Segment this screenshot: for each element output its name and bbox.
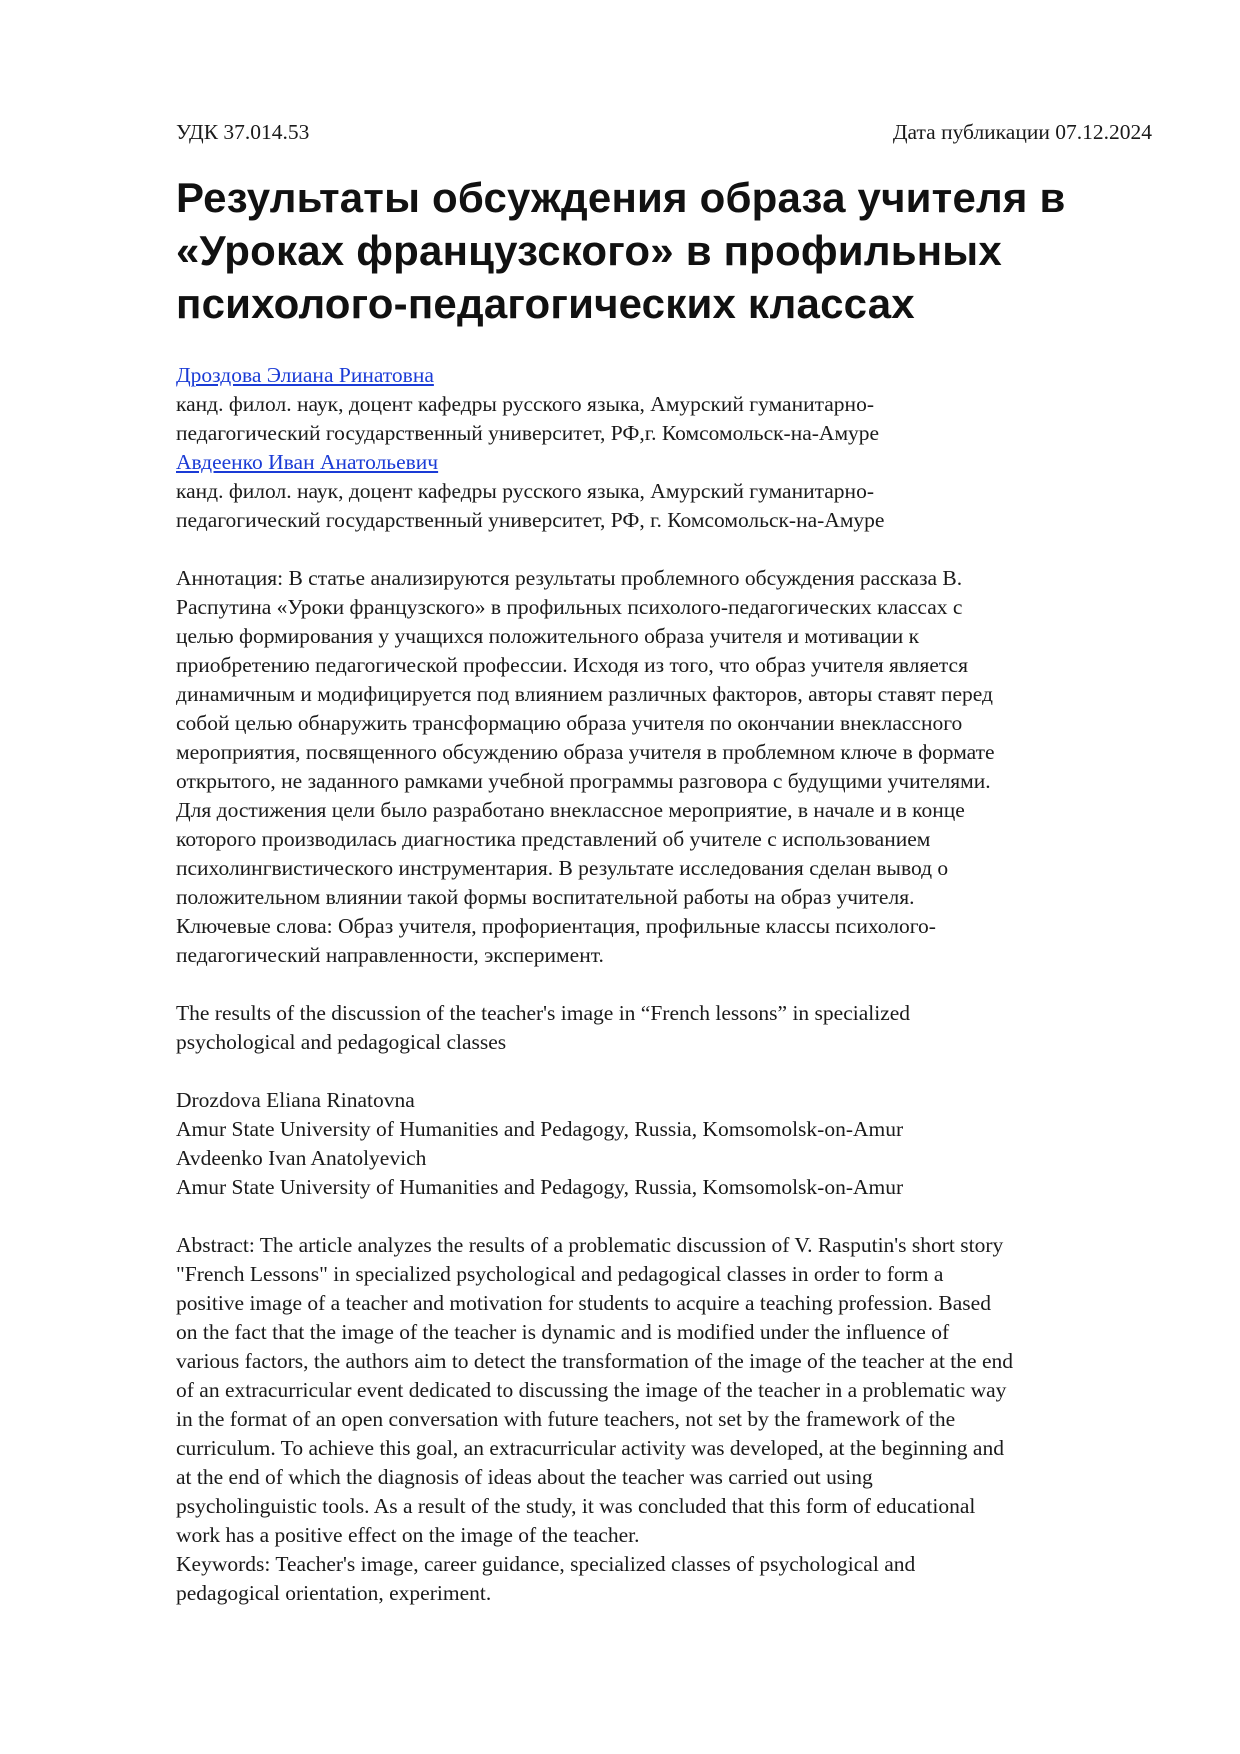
abstract-ru-line: целью формирования у учащихся положительного образа учителя и мотивации к: [176, 624, 920, 648]
abstract-en-line: in the format of an open conversation with future teachers, not set by the framework of the: [176, 1407, 956, 1431]
abstract-ru: [176, 564, 1152, 970]
abstract-en: [176, 1231, 1152, 1608]
title-line: психолого-педагогических классах: [176, 280, 915, 327]
keywords-en-line: pedagogical orientation, experiment.: [176, 1581, 492, 1605]
abstract-en-line: positive image of a teacher and motivation for students to acquire a teaching profession. Based: [176, 1291, 991, 1315]
abstract-ru-line: психолингвистического инструментария. В результате исследования сделан вывод о: [176, 856, 949, 880]
authors-block: [176, 361, 1152, 535]
abstract-en-line: Abstract: The article analyzes the results of a problematic discussion of V. Rasputin's short story: [176, 1233, 1004, 1257]
abstract-en-line: curriculum. To achieve this goal, an extracurricular activity was developed, at the beginning and: [176, 1436, 1004, 1460]
abstract-ru-line: положительном влиянии такой формы воспитательной работы на образ учителя.: [176, 885, 915, 909]
author-en-name: Drozdova Eliana Rinatovna: [176, 1088, 415, 1112]
title-en-line: The results of the discussion of the teacher's image in “French lessons” in specialized: [176, 1001, 911, 1025]
abstract-ru-line: собой целью обнаружить трансформацию образа учителя по окончании внеклассного: [176, 711, 963, 735]
article-meta-row: [176, 118, 1152, 147]
title-en: [176, 999, 1152, 1057]
author-en-affiliation: Amur State University of Humanities and Pedagogy, Russia, Komsomolsk-on-Amur: [176, 1117, 904, 1141]
udc-code: УДК 37.014.53: [176, 120, 310, 144]
author-affiliation: канд. филол. наук, доцент кафедры русского языка, Амурский гуманитарно-: [176, 392, 874, 416]
author-link-drozdova[interactable]: Дроздова Элиана Ринатовна: [176, 363, 434, 387]
article-title: [176, 171, 1152, 330]
publication-date: Дата публикации 07.12.2024: [892, 120, 1152, 144]
abstract-en-line: various factors, the authors aim to detect the transformation of the image of the teacher at the end: [176, 1349, 1013, 1373]
abstract-en-line: "French Lessons" in specialized psychological and pedagogical classes in order to form a: [176, 1262, 944, 1286]
author-en-name: Avdeenko Ivan Anatolyevich: [176, 1146, 427, 1170]
abstract-en-line: at the end of which the diagnosis of ideas about the teacher was carried out using: [176, 1465, 873, 1489]
abstract-ru-line: Для достижения цели было разработано внеклассное мероприятие, в начале и в конце: [176, 798, 965, 822]
article-page: [176, 118, 1152, 1608]
title-line: Результаты обсуждения образа учителя в: [176, 174, 1066, 221]
abstract-ru-line: открытого, не заданного рамками учебной программы разговора с будущими учителями.: [176, 769, 991, 793]
title-en-line: psychological and pedagogical classes: [176, 1030, 507, 1054]
title-line: «Уроках французского» в профильных: [176, 227, 1002, 274]
author-en-affiliation: Amur State University of Humanities and Pedagogy, Russia, Komsomolsk-on-Amur: [176, 1175, 904, 1199]
abstract-ru-line: динамичным и модифицируется под влиянием различных факторов, авторы ставят перед: [176, 682, 993, 706]
abstract-ru-line: мероприятия, посвященного обсуждению образа учителя в проблемном ключе в формате: [176, 740, 995, 764]
abstract-ru-line: Распутина «Уроки французского» в профильных психолого-педагогических классах с: [176, 595, 963, 619]
keywords-ru-line: педагогический направленности, эксперимент.: [176, 943, 604, 967]
abstract-ru-line: Аннотация: В статье анализируются результаты проблемного обсуждения рассказа В.: [176, 566, 963, 590]
author-link-avdeenko[interactable]: Авдеенко Иван Анатольевич: [176, 450, 439, 474]
abstract-en-line: psycholinguistic tools. As a result of the study, it was concluded that this form of educational: [176, 1494, 976, 1518]
abstract-en-line: on the fact that the image of the teacher is dynamic and is modified under the influence of: [176, 1320, 950, 1344]
author-affiliation: педагогический государственный университет, РФ, г. Комсомольск-на-Амуре: [176, 508, 885, 532]
author-affiliation: канд. филол. наук, доцент кафедры русского языка, Амурский гуманитарно-: [176, 479, 874, 503]
abstract-ru-line: которого производилась диагностика представлений об учителе с использованием: [176, 827, 931, 851]
authors-en: [176, 1086, 1152, 1202]
abstract-en-line: of an extracurricular event dedicated to discussing the image of the teacher in a problematic way: [176, 1378, 1007, 1402]
keywords-ru-line: Ключевые слова: Образ учителя, профориентация, профильные классы психолого-: [176, 914, 936, 938]
author-affiliation: педагогический государственный университет, РФ,г. Комсомольск-на-Амуре: [176, 421, 880, 445]
abstract-en-line: work has a positive effect on the image of the teacher.: [176, 1523, 640, 1547]
abstract-ru-line: приобретению педагогической профессии. Исходя из того, что образ учителя является: [176, 653, 968, 677]
keywords-en-line: Keywords: Teacher's image, career guidance, specialized classes of psychological and: [176, 1552, 916, 1576]
